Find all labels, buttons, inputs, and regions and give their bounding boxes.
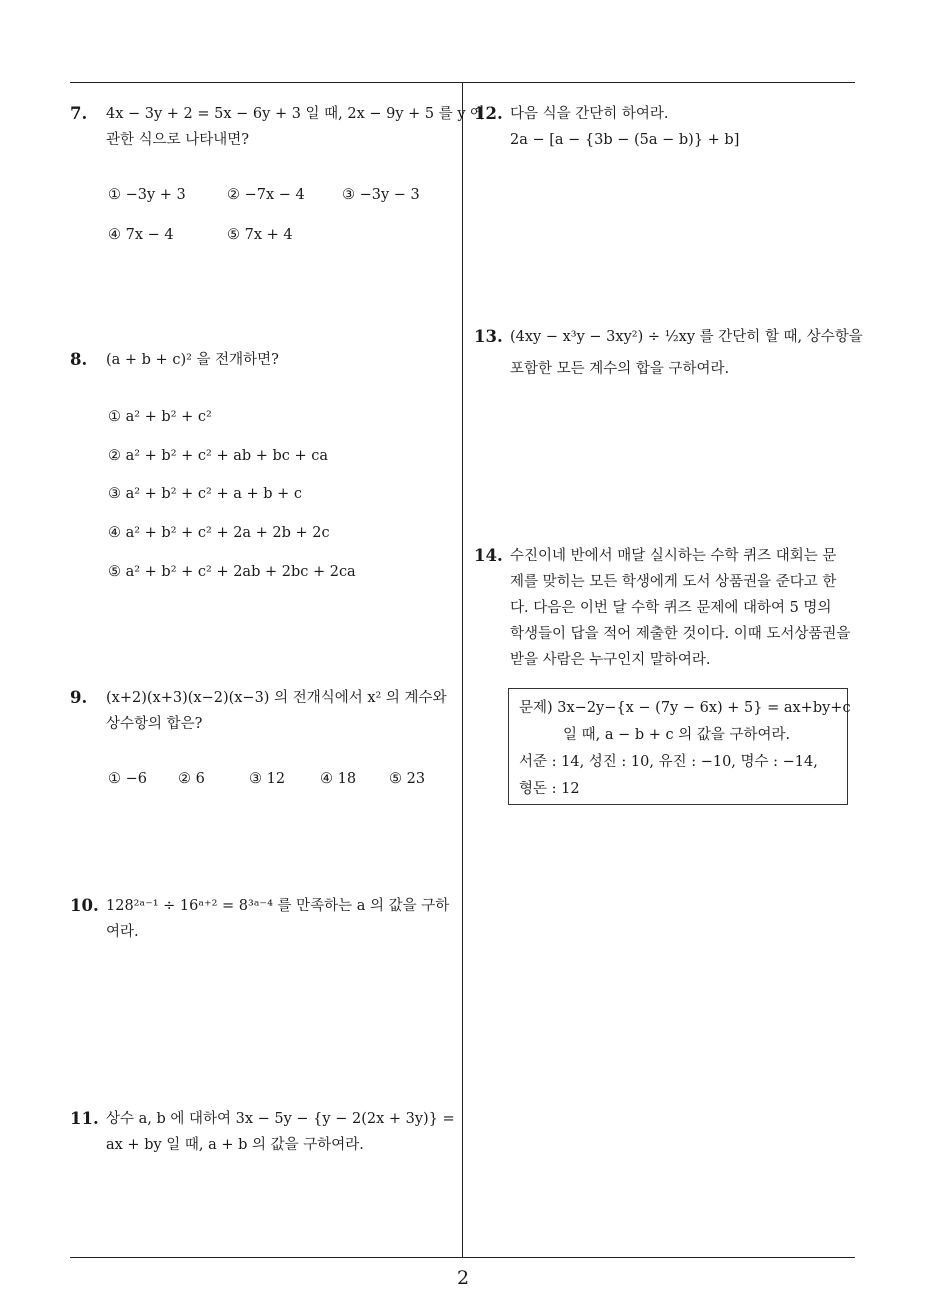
- question-number: 7.: [70, 104, 88, 123]
- option-2[interactable]: ② 6: [178, 771, 205, 787]
- bottom-rule: [70, 1257, 855, 1258]
- question-text-line: (x+2)(x+3)(x−2)(x−3) 의 전개식에서 x² 의 계수와: [106, 690, 447, 706]
- question-text-line: 포함한 모든 계수의 합을 구하여라.: [510, 361, 730, 377]
- option-3[interactable]: ③ 12: [249, 771, 286, 787]
- question-11: [70, 1106, 455, 1158]
- option-5[interactable]: ⑤ 23: [389, 771, 426, 787]
- question-text-line: (a + b + c)² 을 전개하면?: [106, 352, 279, 368]
- option-5[interactable]: ⑤ a² + b² + c² + 2ab + 2bc + 2ca: [108, 564, 356, 580]
- question-number: 13.: [474, 327, 503, 346]
- question-text-line: 제를 맞히는 모든 학생에게 도서 상품권을 준다고 한: [510, 574, 837, 590]
- question-text-line: 관한 식으로 나타내면?: [106, 132, 250, 148]
- option-3[interactable]: ③ a² + b² + c² + a + b + c: [108, 486, 302, 502]
- question-text-line: 4x − 3y + 2 = 5x − 6y + 3 일 때, 2x − 9y + 5 를 y 에: [106, 106, 485, 122]
- question-text-line: 상수 a, b 에 대하여 3x − 5y − {y − 2(2x + 3y)} =: [106, 1111, 455, 1127]
- question-text-line: 다음 식을 간단히 하여라.: [510, 106, 669, 122]
- question-14: [474, 543, 850, 673]
- question-text-line: 여라.: [106, 924, 139, 940]
- option-4[interactable]: ④ 18: [320, 771, 357, 787]
- question-8: [70, 347, 279, 373]
- problem-box: [508, 688, 851, 805]
- question-13: [474, 324, 863, 382]
- question-12: [474, 101, 739, 153]
- question-text-line: ax + by 일 때, a + b 의 값을 구하여라.: [106, 1137, 364, 1153]
- question-text-line: 128²ᵃ⁻¹ ÷ 16ᵃ⁺² = 8³ᵃ⁻⁴ 를 만족하는 a 의 값을 구하: [106, 898, 450, 914]
- question-text-line: 상수항의 합은?: [106, 716, 203, 732]
- question-7: [70, 101, 484, 153]
- option-5[interactable]: ⑤ 7x + 4: [227, 227, 293, 243]
- problem-line: 문제) 3x−2y−{x − (7y − 6x) + 5} = ax+by+c: [519, 700, 851, 716]
- option-2[interactable]: ② a² + b² + c² + ab + bc + ca: [108, 448, 329, 464]
- question-text-line: 학생들이 답을 적어 제출한 것이다. 이때 도서상품권을: [510, 626, 851, 642]
- question-text-line: 다. 다음은 이번 달 수학 퀴즈 문제에 대하여 5 명의: [510, 600, 832, 616]
- answers-line: 형돈 : 12: [519, 781, 580, 797]
- option-2[interactable]: ② −7x − 4: [227, 187, 305, 203]
- question-number: 12.: [474, 104, 503, 123]
- question-text-line: (4xy − x³y − 3xy²) ÷ ½xy 를 간단히 할 때, 상수항을: [510, 329, 863, 345]
- question-9: [70, 685, 447, 737]
- option-1[interactable]: ① a² + b² + c²: [108, 409, 212, 425]
- question-number: 9.: [70, 688, 88, 707]
- option-1[interactable]: ① −3y + 3: [108, 187, 186, 203]
- question-number: 14.: [474, 546, 503, 565]
- question-number: 10.: [70, 896, 99, 915]
- question-text-line: 받을 사람은 누구인지 말하여라.: [510, 652, 711, 668]
- option-3[interactable]: ③ −3y − 3: [342, 187, 420, 203]
- option-1[interactable]: ① −6: [108, 771, 147, 787]
- question-number: 11.: [70, 1109, 99, 1128]
- option-4[interactable]: ④ a² + b² + c² + 2a + 2b + 2c: [108, 525, 330, 541]
- answers-line: 서준 : 14, 성진 : 10, 유진 : −10, 명수 : −14,: [519, 754, 818, 770]
- problem-line: 일 때, a − b + c 의 값을 구하여라.: [563, 727, 791, 743]
- page-number: 2: [456, 1267, 470, 1289]
- question-number: 8.: [70, 350, 88, 369]
- column-divider: [462, 82, 463, 1258]
- option-4[interactable]: ④ 7x − 4: [108, 227, 174, 243]
- question-text-line: 수진이네 반에서 매달 실시하는 수학 퀴즈 대회는 문: [510, 548, 837, 564]
- question-10: [70, 893, 449, 945]
- question-text-line: 2a − [a − {3b − (5a − b)} + b]: [510, 132, 740, 148]
